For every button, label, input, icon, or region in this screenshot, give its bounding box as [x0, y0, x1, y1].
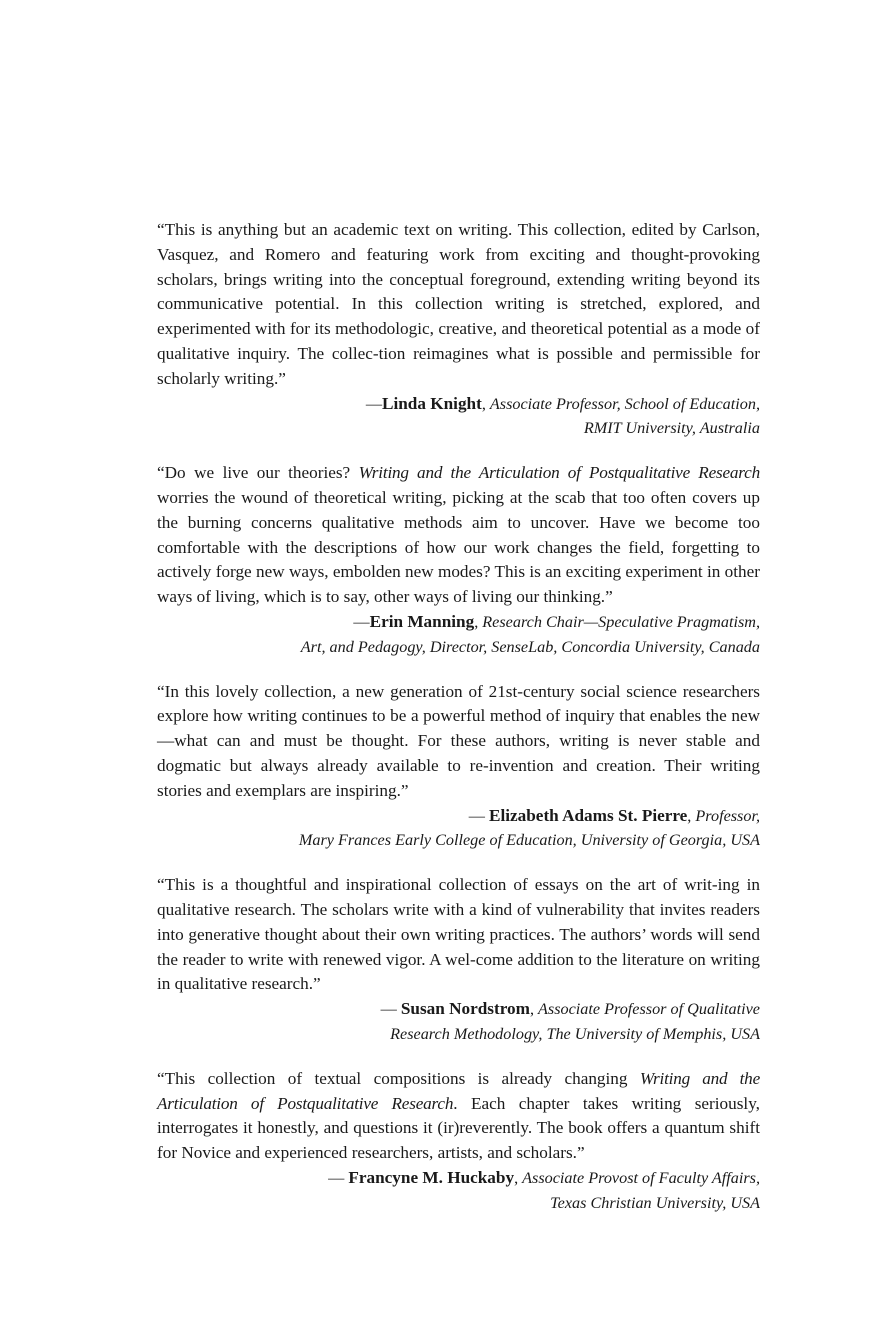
endorsement-attribution — [157, 997, 760, 1047]
endorsement-susan-nordstrom — [157, 873, 760, 1047]
endorser-title: Professor, — [695, 806, 760, 825]
attribution-line-1 — [157, 1166, 760, 1191]
em-dash: — — [353, 612, 370, 631]
endorser-affiliation: Mary Frances Early College of Education, University of Georgia, USA — [298, 831, 760, 850]
quote-text: worries the wound of theoretical writing, picking at the scab that too often covers up the burning concerns qualitative methods aim to uncover. Have we become too comfortable with the descriptions of how our work changes the field, forgetting to actively forge new ways, embolden new modes? This is an exciting experiment in other ways of living, which is to say, other ways of living our thinking.” — [157, 487, 760, 607]
separator: , — [687, 806, 696, 825]
book-title: Writing and the Articulation of Postqualitative Research — [157, 1068, 761, 1113]
book-title: Writing and the Articulation of Postqualitative Research — [358, 463, 760, 483]
endorser-affiliation: RMIT University, Australia — [583, 419, 760, 438]
endorser-title: Associate Professor, School of Education, — [489, 394, 760, 413]
endorser-name: Linda Knight — [382, 393, 482, 413]
endorsement-attribution — [157, 392, 760, 442]
attribution-line-1 — [157, 997, 760, 1022]
separator: , — [481, 394, 490, 413]
endorsements-page — [157, 218, 760, 1235]
quote-text: “Do we live our theories? — [157, 463, 359, 483]
endorsement-francyne-huckaby — [157, 1067, 760, 1216]
attribution-line-1 — [157, 392, 760, 417]
endorsement-quote — [157, 1067, 760, 1166]
separator: , — [514, 1168, 523, 1187]
endorser-affiliation: Research Methodology, The University of Memphis, USA — [390, 1024, 760, 1043]
endorsement-linda-knight — [157, 218, 760, 441]
endorser-name: Erin Manning — [369, 611, 475, 631]
quote-text: “This is a thoughtful and inspirational collection of essays on the art of writ-ing in qualitative research. The scholars write with a kind of vulnerability that invites readers into generative thought about their own writing practices. The authors’ words will send the reader to write with renewed vigor. A wel-come addition to the literature on writing in qualitative research.” — [157, 875, 760, 994]
quote-text: “This collection of textual compositions is already changing — [157, 1068, 640, 1088]
separator: , — [529, 1000, 539, 1019]
endorsement-erin-manning — [157, 461, 760, 659]
em-dash: — — [468, 806, 490, 825]
endorsement-quote — [157, 461, 760, 610]
em-dash: — — [365, 394, 382, 413]
endorser-name: Francyne M. Huckaby — [348, 1167, 515, 1187]
endorser-name: Elizabeth Adams St. Pierre — [489, 805, 688, 825]
quote-text: . Each chapter takes writing seriously, interrogates it honestly, and questions it (ir)reverently. The book offers a quantum shift for Novice and experienced researchers, artists, and scholars.” — [157, 1093, 760, 1163]
quote-text: “In this lovely collection, a new generation of 21st-century social science researchers explore how writing continues to be a powerful method of inquiry that enables the new—what can and must be thought. For these authors, writing is never stable and dogmatic but always already available to re-invention and creation. Their writing stories and exemplars are inspiring.” — [157, 681, 760, 800]
endorsement-quote — [157, 680, 760, 804]
attribution-line-1 — [157, 610, 760, 635]
endorsement-quote — [157, 218, 760, 392]
em-dash: — — [380, 1000, 401, 1019]
endorser-affiliation: Art, and Pedagogy, Director, SenseLab, Concordia University, Canada — [300, 637, 760, 656]
attribution-line-1 — [157, 804, 760, 829]
endorsement-elizabeth-st-pierre — [157, 680, 760, 854]
endorsement-attribution — [157, 1166, 760, 1216]
em-dash: — — [328, 1168, 349, 1187]
quote-text: “This is anything but an academic text on writing. This collection, edited by Carlson, Vasquez, and Romero and featuring work from exciting and thought-provoking scholars, brings writing into the conceptual foreground, extending writing beyond its communicative potential. In this collection writing is stretched, explored, and experimented with for its methodologic, creative, and theoretical potential as a mode of qualitative inquiry. The collec-tion reimagines what is possible and permissible for scholarly writing.” — [157, 220, 760, 388]
endorser-title: Associate Provost of Faculty Affairs, — [522, 1168, 760, 1187]
endorsement-attribution — [157, 804, 760, 854]
endorsement-attribution — [157, 610, 760, 660]
endorsement-quote — [157, 873, 760, 997]
endorser-title: Associate Professor of Qualitative — [538, 1000, 760, 1019]
separator: , — [474, 612, 483, 631]
endorser-title: Research Chair—Speculative Pragmatism, — [482, 612, 760, 631]
endorser-affiliation: Texas Christian University, USA — [550, 1193, 760, 1212]
endorser-name: Susan Nordstrom — [400, 999, 530, 1019]
